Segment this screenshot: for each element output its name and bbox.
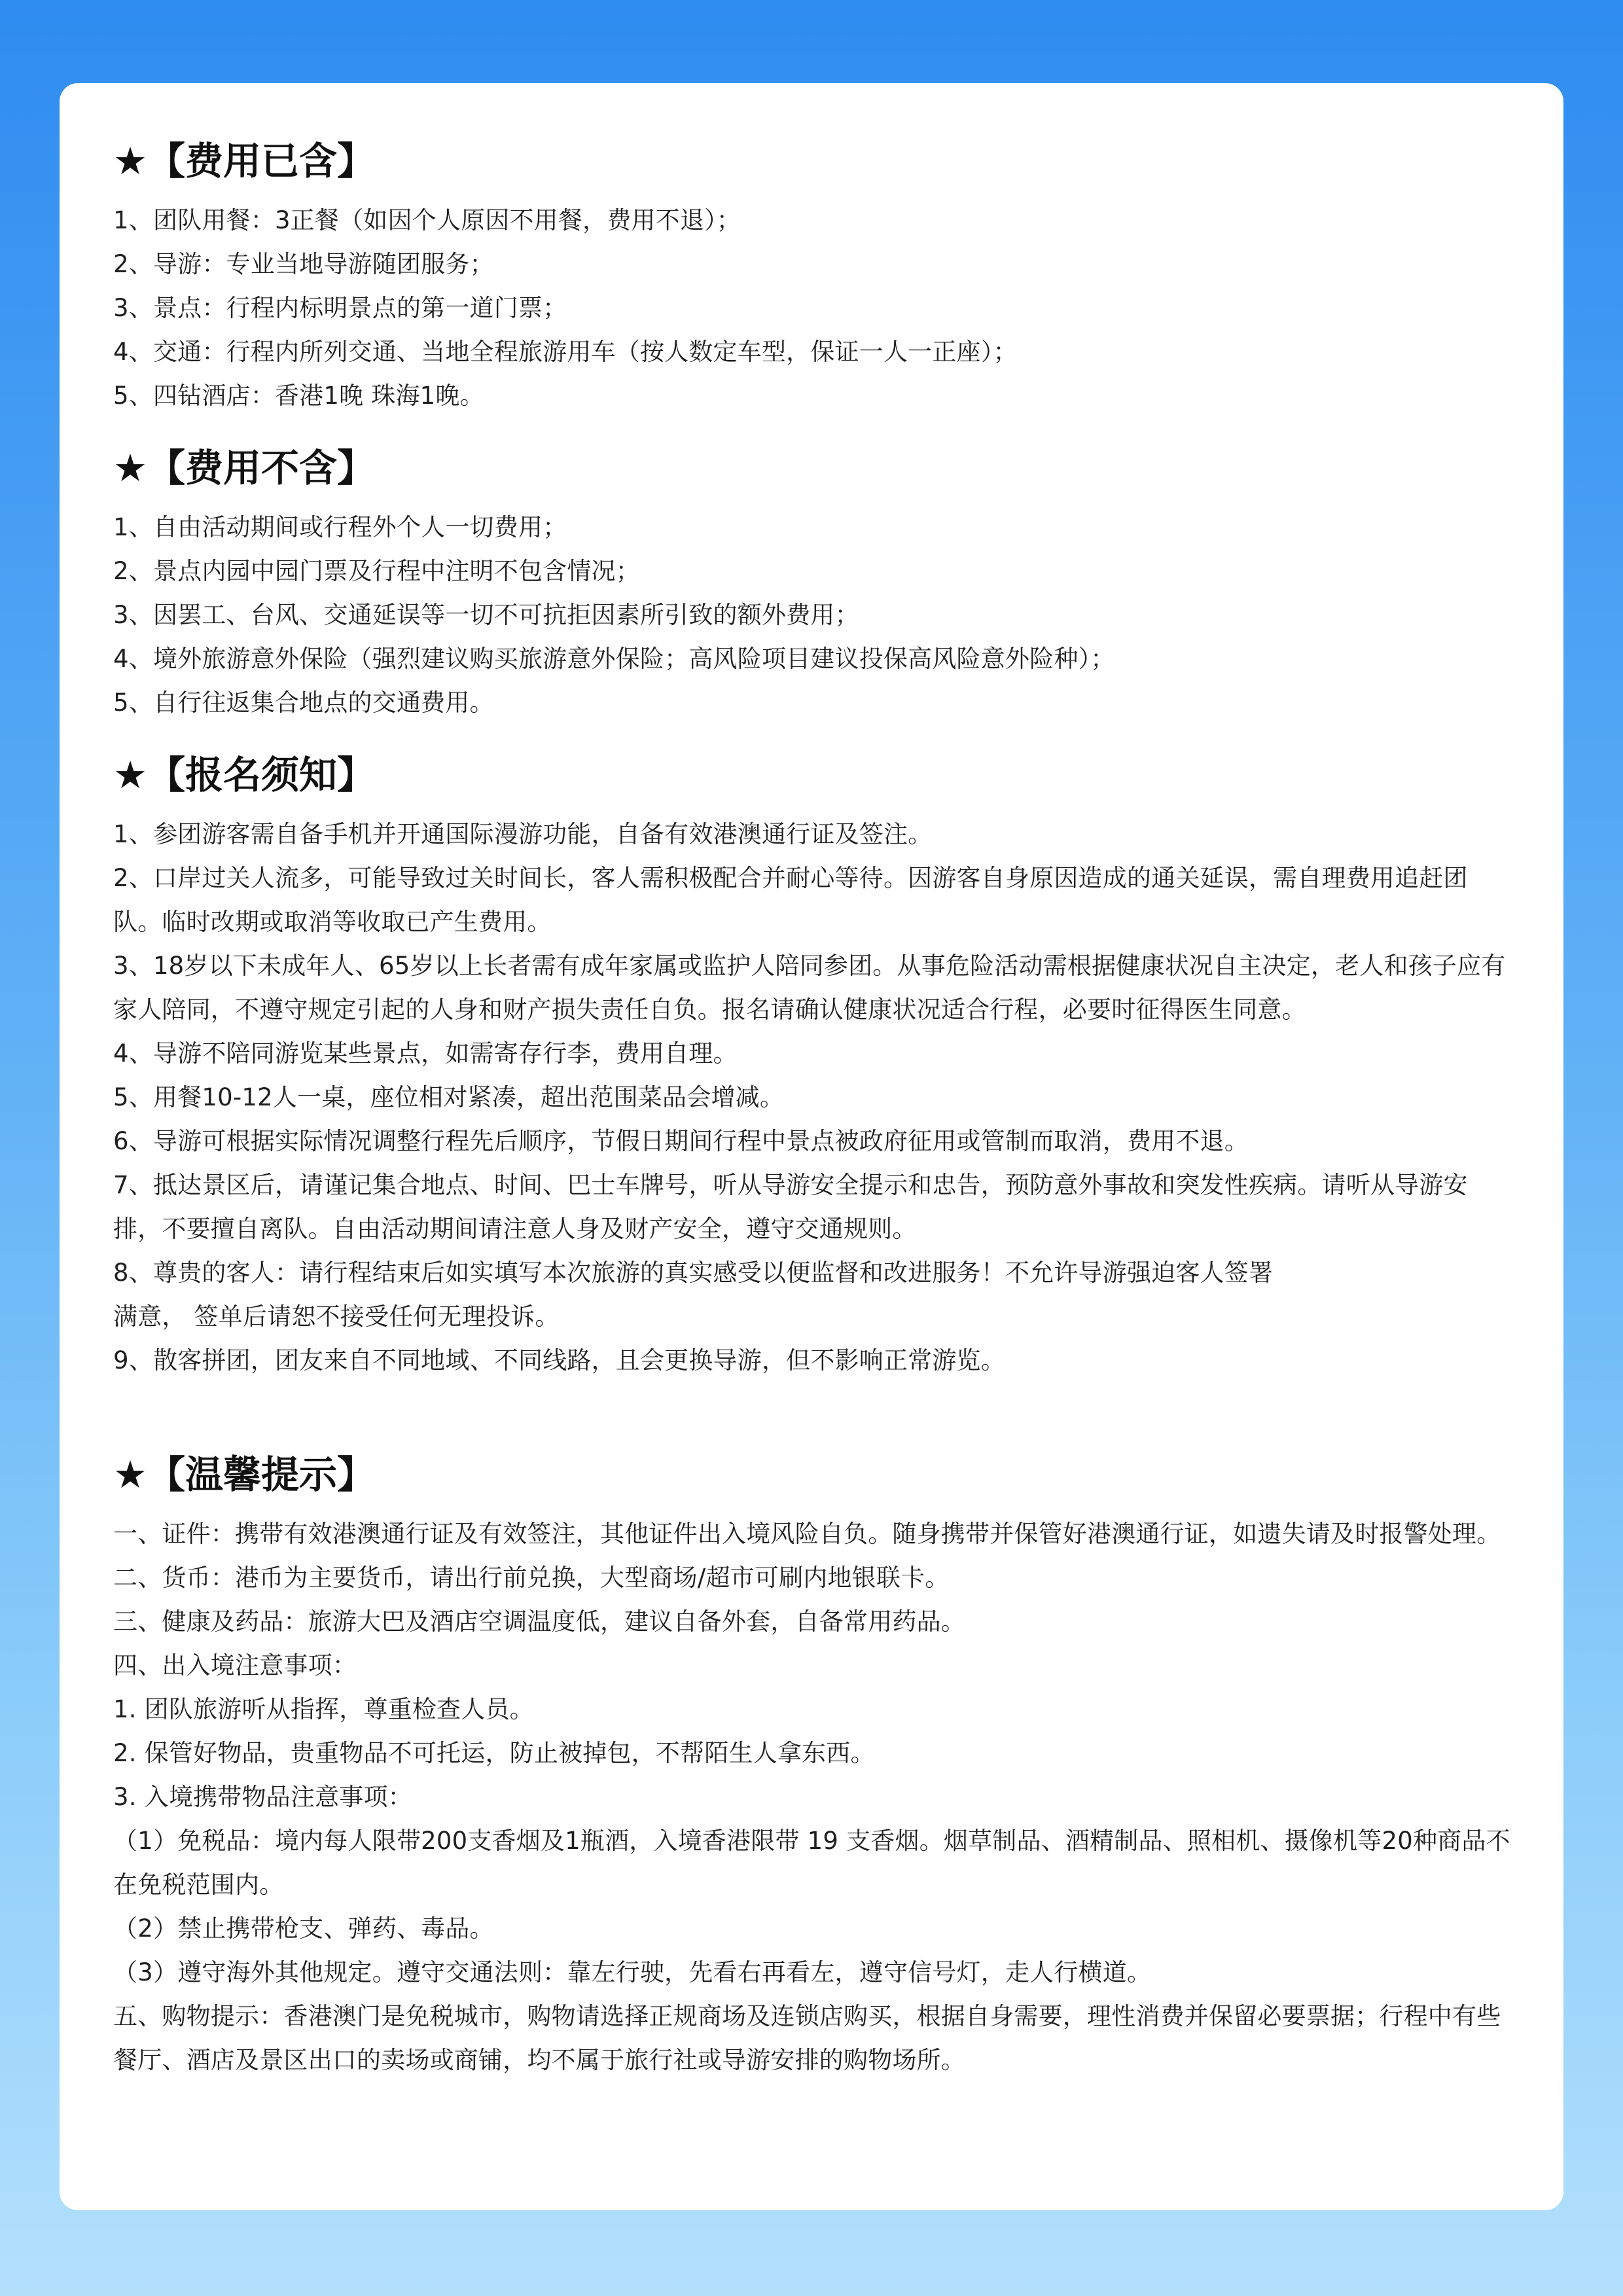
list-item: 三、健康及药品：旅游大巴及酒店空调温度低，建议自备外套，自备常用药品。 <box>113 1607 965 1636</box>
list-item: 3、景点：行程内标明景点的第一道门票； <box>113 294 567 322</box>
list-item: 一、证件：携带有效港澳通行证及有效签注，其他证件出入境风险自负。随身携带并保管好港澳通行证，如遗失请及时报警处理。 <box>113 1520 1501 1548</box>
list-item: 3、18岁以下未成年人、65岁以上长者需有成年家属或监护人陪同参团。从事危险活动需根据健康状况自主决定，老人和孩子应有家人陪同，不遵守规定引起的人身和财产损失责任自负。报名请确认健康状况适合行程，必要时征得医生同意。 <box>113 952 1506 1024</box>
list-item: 五、购物提示：香港澳门是免税城市，购物请选择正规商场及连锁店购买，根据自身需要，理性消费并保留必要票据；行程中有些餐厅、酒店及景区出口的卖场或商铺，均不属于旅行社或导游安排的购物场所。 <box>113 2002 1501 2074</box>
list-item: （1）免税品：境内每人限带200支香烟及1瓶酒，入境香港限带 19 支香烟。烟草制品、酒精制品、照相机、摄像机等20种商品不在免税范围内。 <box>113 1827 1510 1899</box>
section-title-friendly-tips: ★【温馨提示】 <box>113 1452 375 1497</box>
fees-included-list <box>113 198 1511 418</box>
friendly-tips-list <box>113 1512 1511 2082</box>
content-card <box>60 83 1563 2210</box>
registration-notice-list <box>113 812 1511 1382</box>
section-title-fees-included: ★【费用已含】 <box>113 139 375 183</box>
list-item: 6、导游可根据实际情况调整行程先后顺序，节假日期间行程中景点被政府征用或管制而取消，费用不退。 <box>113 1127 1249 1155</box>
list-item: 3. 入境携带物品注意事项： <box>113 1783 412 1811</box>
list-item: 5、四钻酒店：香港1晚 珠海1晚。 <box>113 382 484 410</box>
list-item: 1、团队用餐：3正餐（如因个人原因不用餐，费用不退）； <box>113 206 741 234</box>
list-item: 4、导游不陪同游览某些景点，如需寄存行李，费用自理。 <box>113 1039 738 1067</box>
list-item: 7、抵达景区后，请谨记集合地点、时间、巴士车牌号，听从导游安全提示和忠告，预防意外事故和突发性疾病。请听从导游安排，不要擅自离队。自由活动期间请注意人身及财产安全，遵守交通规则。 <box>113 1171 1468 1243</box>
fees-excluded-list <box>113 505 1511 725</box>
list-item: 2. 保管好物品，贵重物品不可托运，防止被掉包，不帮陌生人拿东西。 <box>113 1739 875 1767</box>
list-item: （3）遵守海外其他规定。遵守交通法则：靠左行驶，先看右再看左，遵守信号灯，走人行横道。 <box>113 1958 1152 1986</box>
list-item: 3、因罢工、台风、交通延误等一切不可抗拒因素所引致的额外费用； <box>113 601 859 629</box>
list-item: 4、交通：行程内所列交通、当地全程旅游用车（按人数定车型，保证一人一正座）； <box>113 338 1018 366</box>
list-item: 1、自由活动期间或行程外个人一切费用； <box>113 513 567 541</box>
list-item: 1、参团游客需自备手机并开通国际漫游功能，自备有效港澳通行证及签注。 <box>113 820 933 848</box>
list-item: 5、自行往返集合地点的交通费用。 <box>113 689 494 717</box>
list-item: 四、出入境注意事项： <box>113 1651 357 1679</box>
list-item: 4、境外旅游意外保险（强烈建议购买旅游意外保险；高风险项目建议投保高风险意外险种）； <box>113 645 1115 673</box>
list-item: 8、尊贵的客人：请行程结束后如实填写本次旅游的真实感受以便监督和改进服务！不允许导游强迫客人签署 <box>113 1259 1274 1287</box>
list-item: 2、导游：专业当地导游随团服务； <box>113 250 494 278</box>
section-title-registration-notice: ★【报名须知】 <box>113 753 375 797</box>
list-item: 5、用餐10-12人一桌，座位相对紧凑，超出范围菜品会增减。 <box>113 1083 785 1111</box>
list-item: 2、口岸过关人流多，可能导致过关时间长，客人需积极配合并耐心等待。因游客自身原因造成的通关延误，需自理费用追赶团队。临时改期或取消等收取已产生费用。 <box>113 864 1468 936</box>
list-item: 满意， 签单后请恕不接受任何无理投诉。 <box>113 1302 560 1331</box>
list-item: （2）禁止携带枪支、弹药、毒品。 <box>113 1914 494 1943</box>
list-item: 2、景点内园中园门票及行程中注明不包含情况； <box>113 557 640 585</box>
section-title-fees-excluded: ★【费用不含】 <box>113 446 375 490</box>
list-item: 二、货币：港币为主要货币，请出行前兑换，大型商场/超市可刷内地银联卡。 <box>113 1564 950 1592</box>
list-item: 9、散客拼团，团友来自不同地域、不同线路，且会更换导游，但不影响正常游览。 <box>113 1346 1005 1374</box>
list-item: 1. 团队旅游听从指挥，尊重检查人员。 <box>113 1695 534 1723</box>
